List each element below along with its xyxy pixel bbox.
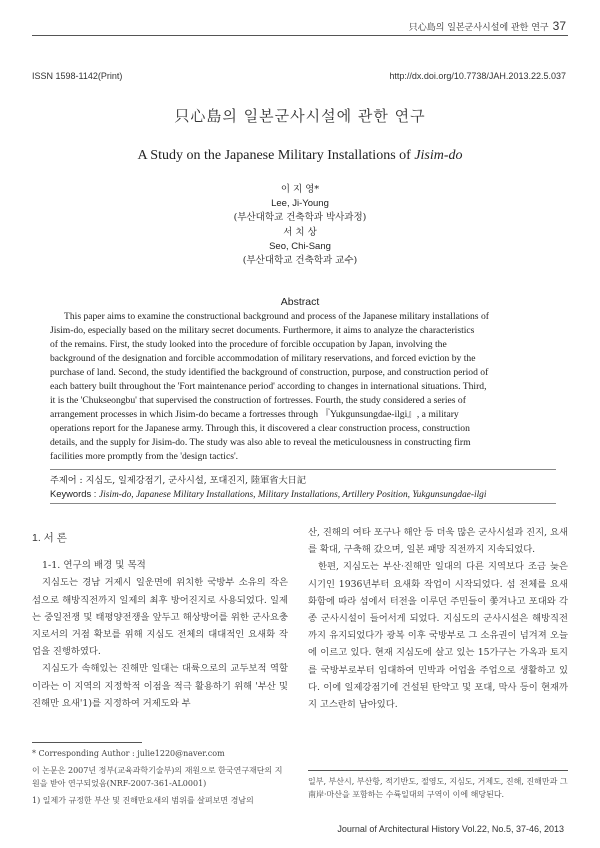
journal-footer: Journal of Architectural History Vol.22, No.5, 37-46, 2013 — [337, 824, 564, 834]
paragraph: 산, 진해의 여타 포구나 해안 등 더욱 많은 군사시설과 진지, 요새를 확대, 구축해 갔으며, 일본 패망 직전까지 지속되었다. — [308, 527, 568, 556]
author1-name-en: Lee, Ji-Young — [271, 198, 329, 210]
author1-affiliation: (부산대학교 건축학과 박사과정) — [233, 212, 367, 224]
author2-name-en: Seo, Chi-Sang — [269, 240, 331, 252]
abstract-line: operations report for the Japanese army. Through this, it discovered a clear construction process, construction — [50, 423, 470, 434]
abstract-line: it is the 'Chukseongbu' that supervised the construction of fortresses. Fourth, the study considered a series of — [50, 395, 466, 406]
header-rule — [32, 35, 568, 36]
abstract-line: facilities more promptly from the 'design tactics'. — [50, 451, 239, 462]
page-number: 37 — [552, 19, 566, 33]
title-korean: 只心島의 일본군사시설에 관한 연구 — [174, 107, 426, 125]
abstract-line: arrangement processes in which Jisim-do became a fortresses through 『Yukgunsungdae-ilgi』, a military — [50, 409, 459, 420]
body-right-column — [308, 524, 568, 713]
abstract-line: of the remains. First, the study looked into the procedure of forcible occupation by Japan, involving the — [50, 339, 447, 350]
abstract-body — [50, 310, 556, 464]
footnote-1: 1) 일제가 규정한 부산 및 진해만요새의 범위를 살펴보면 경남의 — [32, 796, 254, 805]
abstract-line: background of the designation and forcible accommodation of military reservations, and forced eviction by the — [50, 353, 476, 364]
abstract-line: This paper aims to examine the constructional background and process of the Japanese military installations of — [64, 311, 489, 322]
footnotes-left — [32, 742, 288, 811]
abstract-heading: Abstract — [280, 296, 320, 308]
corresponding-author: * Corresponding Author : julie1220@naver.com — [32, 749, 225, 758]
funding-note: 이 논문은 2007년 정부(교육과학기술부)의 재원으로 한국연구재단의 지원을 받아 연구되었음(NRF-2007-361-AL0001) — [32, 766, 283, 788]
abstract-line: each battery built throughout the 'Fort maintenance period' according to changes in international situations. Third, — [50, 381, 487, 392]
body-left-column — [32, 516, 288, 712]
keywords-rule-bottom — [50, 503, 556, 504]
footnote-1-continued: 일부, 부산시, 부산항, 적기반도, 절영도, 지심도, 거제도, 진해, 진해만과 그 南岸·마산을 포함하는 수륙일대의 구역이 이에 해당된다. — [308, 777, 568, 799]
authors-block — [0, 183, 600, 268]
abstract-line: Jisim-do, especially based on the military secret documents. Furthermore, it aims to analyze the characteristics — [50, 325, 475, 336]
running-title: 只心島의 일본군사시설에 관한 연구 37 — [408, 19, 566, 33]
author2-name-ko: 서 치 상 — [283, 226, 317, 238]
paragraph: 지심도가 속해있는 진해만 일대는 대륙으로의 교두보적 역할이라는 이 지역의 지정학적 이점을 적극 활용하기 위해 '부산 및 진해만 요새'1)를 지정하여 거제도와 부 — [32, 663, 288, 709]
author1-name-ko: 이 지 영* — [280, 184, 320, 195]
section-heading: 1. 서 론 — [32, 532, 67, 544]
title-english-italic: Jisim-do — [414, 148, 463, 163]
abstract-line: purchase of land. Second, the study identified the background of construction, purpose, and construction period of — [50, 367, 489, 378]
title-english: A Study on the Japanese Military Installations of Jisim-do — [137, 148, 463, 163]
keywords-english-label: Keywords : — [50, 488, 99, 499]
keywords-korean: 주제어 : 지심도, 일제강점기, 군사시설, 포대진지, 陸軍省大日記 — [50, 475, 307, 486]
author2-affiliation: (부산대학교 건축학과 교수) — [242, 255, 358, 267]
paragraph: 한편, 지심도는 부산·진해만 일대의 다른 지역보다 조금 늦은 시기인 1936년부터 요새화 작업이 시작되었다. 섬 전체를 요새화함에 따라 섬에서 터전을 이루던 주민들이 쫓겨나고 포대와 각종 군사시설이 들어서게 되었다. 지심도의 군사시설은 해방직전까지 유지되었다가 광복 이후 국방부로 그 소유권이 넘겨져 오늘에 이르고 있다. 현재 지심도에 살고 있는 15가구는 가옥과 토지를 국방부로부터 임대하여 민박과 어업을 주업으로 생활하고 있다. 이에 일제강점기에 건설된 탄약고 및 포대, 막사 등이 현재까지 고스란히 남아있다. — [308, 561, 568, 711]
doi-link[interactable]: http://dx.doi.org/10.7738/JAH.2013.22.5.037 — [389, 71, 566, 81]
issn: ISSN 1598-1142(Print) — [32, 71, 123, 81]
keywords-english: Keywords : Jisim-do, Japanese Military Installations, Military Installations, Artillery Position, Yukgunsungdae-ilgi — [50, 488, 487, 500]
paragraph: 지심도는 경남 거제시 일운면에 위치한 국방부 소유의 작은 섬으로 해방직전까지 일제의 최후 방어진지로 사용되었다. 일제는 중일전쟁 및 태평양전쟁을 앞두고 해상방어를 위한 군사요충지로서의 거점 확보를 위해 지심도 전체의 대대적인 요새화 작업을 진행하였다. — [32, 577, 288, 658]
keywords-korean-label: 주제어 : — [50, 475, 86, 486]
abstract-line: details, and the supply for Jisim-do. The study was also able to reveal the meticulousness in constructing firm — [50, 437, 471, 448]
keywords-rule-top — [50, 469, 556, 470]
subsection-heading: 1-1. 연구의 배경 및 목적 — [42, 560, 146, 572]
footnote-rule — [308, 770, 568, 771]
footnotes-right — [308, 770, 568, 805]
footnote-rule — [32, 742, 142, 743]
